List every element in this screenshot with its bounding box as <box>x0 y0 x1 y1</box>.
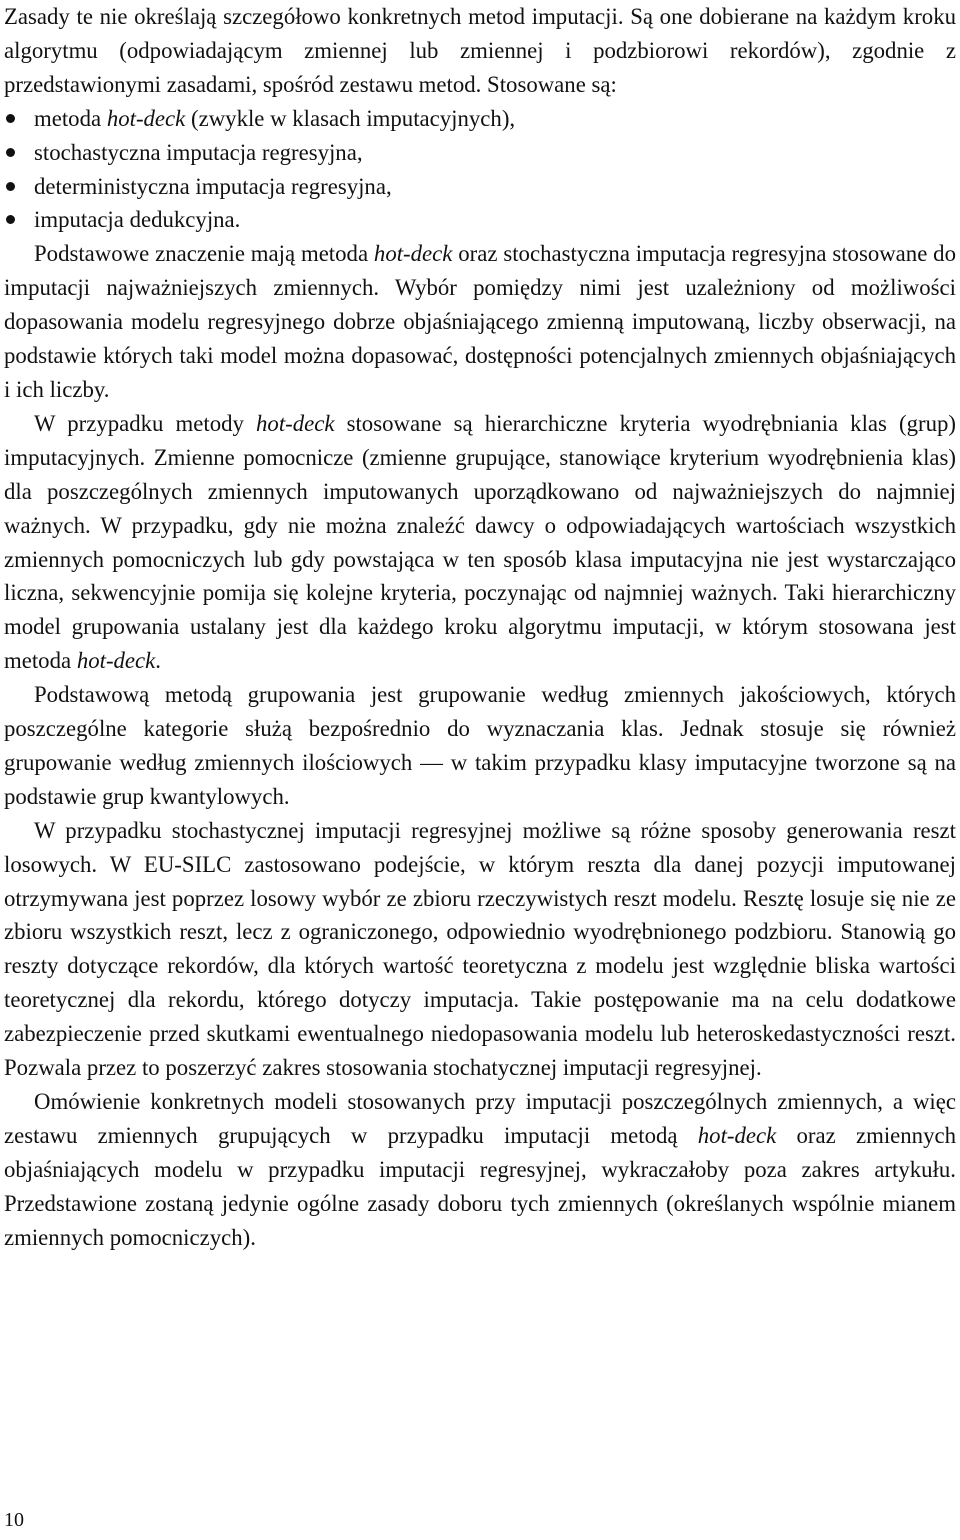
emphasis-term: hot-deck <box>256 410 335 436</box>
bullet-icon <box>6 182 15 191</box>
bullet-icon <box>6 148 15 157</box>
list-item: metoda hot-deck (zwykle w klasach imputacyjnych), <box>4 102 956 136</box>
paragraph-grouping: Podstawową metodą grupowania jest grupowanie według zmiennych jakościowych, których poszczególne kategorie służą bezpośrednio do wyznaczania klas. Jednak stosuje się również grupowanie według zmiennych ilościowych — w takim przypadku klasy imputacyjne tworzone są na podstawie grup kwantylowych. <box>4 682 956 809</box>
list-item: deterministyczna imputacja regresyjna, <box>4 170 956 204</box>
paragraph-conclusion: Omówienie konkretnych modeli stosowanych przy imputacji poszczególnych zmiennych, a więc zestawu zmiennych grupujących w przypadku imputacji metodą hot-deck oraz zmiennych objaśniających modelu w przypadku imputacji regresyjnej, wykraczałoby poza zakres artykułu. Przedstawione zostaną jedynie ogólne zasady doboru tych zmiennych (określanych wspólnie mianem zmiennych pomocniczych). <box>4 1089 956 1250</box>
list-item: imputacja dedukcyjna. <box>4 203 956 237</box>
bullet-icon <box>6 114 15 123</box>
emphasis-term: hot-deck <box>373 241 453 267</box>
imputation-methods-list <box>4 102 956 238</box>
paragraph-intro-text: Zasady te nie określają szczegółowo konkretnych metod imputacji. Są one dobierane na każdym kroku algorytmu (odpowiadającym zmiennej lub zmiennej i podzbiorowi rekordów), zgodnie z przedstawionymi zasadami, spośród zestawu metod. Stosowane są: <box>4 4 956 97</box>
bullet-icon <box>6 215 15 224</box>
document-page <box>4 0 956 1255</box>
paragraph-intro <box>4 0 956 102</box>
emphasis-term: hot-deck <box>106 105 186 131</box>
paragraph-main-methods: Podstawowe znaczenie mają metoda hot-deck oraz stochastyczna imputacja regresyjna stosowane do imputacji najważniejszych zmiennych. Wybór pomiędzy nimi jest uzależniony od możliwości dopasowania modelu regresyjnego dobrze objaśniającego zmienną imputowaną, liczby obserwacji, na podstawie których taki model można dopasować, dostępności potencjalnych zmiennych objaśniających i ich liczby. <box>4 241 956 402</box>
paragraph-hot-deck: W przypadku metody hot-deck stosowane są hierarchiczne kryteria wyodrębniania klas (grup) imputacyjnych. Zmienne pomocnicze (zmienne grupujące, stanowiące kryterium wyodrębnienia klas) dla poszczególnych zmiennych imputowanych uporządkowano od najważniejszych do najmniej ważnych. W przypadku, gdy nie można znaleźć dawcy o odpowiadających wartościach wszystkich zmiennych pomocniczych lub gdy powstająca w ten sposób klasa imputacyjna nie jest wystarczająco liczna, sekwencyjnie pomija się kolejne kryteria, poczynając od najmniej ważnych. Taki hierarchiczny model grupowania ustalany jest dla każdego kroku algorytmu imputacji, w którym stosowana jest metoda hot-deck. <box>4 410 956 674</box>
page-number: 10 <box>4 1509 24 1531</box>
emphasis-term: hot-deck <box>76 648 156 674</box>
emphasis-term: hot-deck <box>697 1122 777 1148</box>
paragraph-stochastic: W przypadku stochastycznej imputacji regresyjnej możliwe są różne sposoby generowania reszt losowych. W EU-SILC zastosowano podejście, w którym reszta dla danej pozycji imputowanej otrzymywana jest poprzez losowy wybór ze zbioru rzeczywistych reszt modelu. Resztę losuje się nie ze zbioru wszystkich reszt, lecz z ograniczonego, odpowiednio wyodrębnionego podzbioru. Stanowią go reszty dotyczące rekordów, dla których wartość teoretyczna z modelu jest względnie bliska wartości teoretycznej dla rekordu, którego dotyczy imputacja. Takie postępowanie ma na celu dodatkowe zabezpieczenie przed skutkami ewentualnego niedopasowania modelu lub heteroskedastyczności reszt. Pozwala przez to poszerzyć zakres stosowania stochatycznej imputacji regresyjnej. <box>4 817 956 1081</box>
list-item: stochastyczna imputacja regresyjna, <box>4 136 956 170</box>
